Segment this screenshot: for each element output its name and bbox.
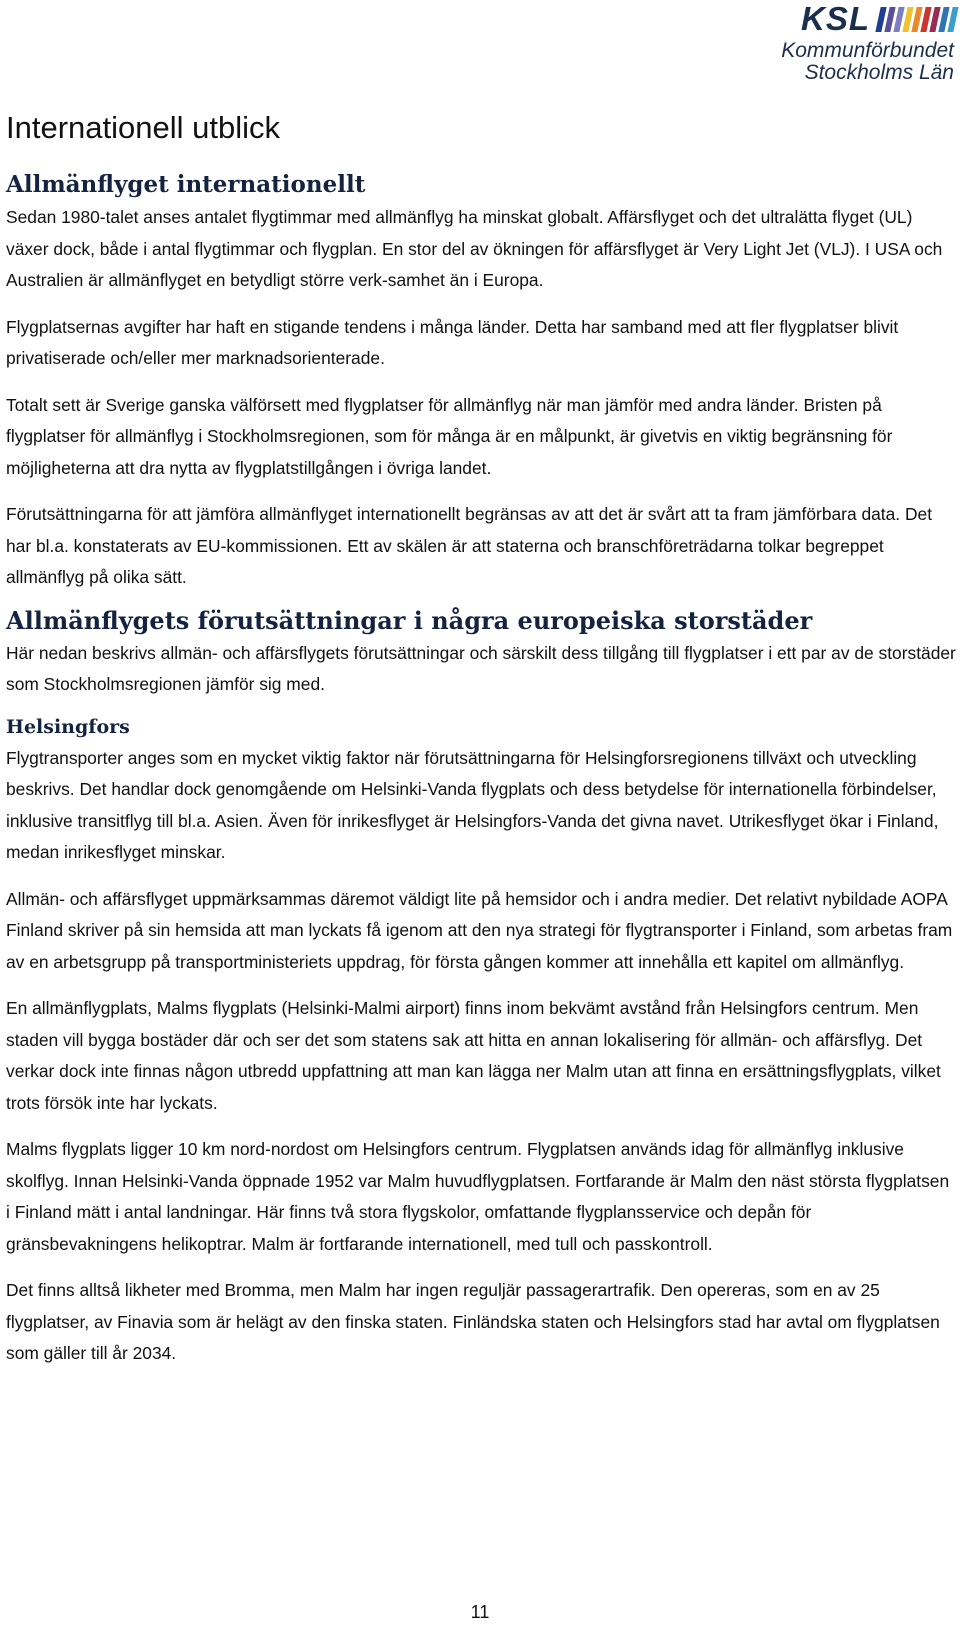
- logo-stripe: [947, 7, 958, 32]
- paragraph: Malms flygplats ligger 10 km nord-nordost om Helsingfors centrum. Flygplatsen används idag för allmänflyg inklusive skolflyg. Innan Helsinki-Vanda öppnade 1952 var Malm huvudflygplatsen. Fortfarande är Malm den näst största flygplatsen i Finland mätt i antal landningar. Här finns två stora flygskolor, omfattande flygplansservice och depån för gränsbevakningens helikoptrar. Malm är fortfarande internationell, med tull och passkontroll.: [6, 1139, 950, 1254]
- logo-line-1: Kommunförbundet: [781, 39, 954, 62]
- logo-subtitle: [756, 40, 956, 84]
- ksl-logo: [756, 0, 956, 90]
- page-title: Internationell utblick: [6, 110, 280, 145]
- paragraph: Allmän- och affärsflyget uppmärksammas däremot väldigt lite på hemsidor och i andra medier. Det relativt nybildade AOPA Finland skriver på sin hemsida att man lyckats få igenom att den nya strategi för flygtransporter i Finland, som arbetas fram av en arbetsgrupp på transportministeriets uppdrag, för första gången kommer att innehålla ett kapitel om allmänflyg.: [6, 888, 953, 972]
- document-body: [6, 168, 956, 1370]
- section-heading-helsingfors: Helsingfors: [6, 715, 130, 738]
- paragraph: Totalt sett är Sverige ganska välförsett med flygplatser för allmänflyg när man jämför med andra länder. Bristen på flygplatser för allmänflyg i Stockholmsregionen, som för många är en målpunkt, är givetvis en viktig begränsning för möjligheterna att dra nytta av flygplatstillgången i övriga landet.: [6, 394, 893, 478]
- paragraph: Flygplatsernas avgifter har haft en stigande tendens i många länder. Detta har samband med att fler flygplatser blivit privatiserade och/eller mer marknadsorienterade.: [6, 316, 899, 368]
- paragraph: Sedan 1980-talet anses antalet flygtimmar med allmänflyg ha minskat globalt. Affärsflyget och det ultralätta flyget (UL) växer dock, både i antal flygtimmar och flygplan. En stor del av ökningen för affärsflyget är Very Light Jet (VLJ). I USA och Australien är allmänflyget en betydligt större verk-samhet än i Europa.: [6, 207, 943, 290]
- logo-stripes-icon: [878, 6, 956, 32]
- paragraph: Det finns alltså likheter med Bromma, men Malm har ingen reguljär passagerartrafik. Den opereras, som en av 25 flygplatser, av Finavia som är helägt av den finska staten. Finländska staten och Helsingfors stad har avtal om flygplatsen som gäller till år 2034.: [6, 1280, 940, 1363]
- section-heading-europe: Allmänflygets förutsättningar i några europeiska storstäder: [6, 605, 813, 635]
- page-number: 11: [470, 1602, 490, 1622]
- paragraph: En allmänflygplats, Malms flygplats (Helsinki-Malmi airport) finns inom bekvämt avstånd från Helsingfors centrum. Men staden vill bygga bostäder där och ser det som statens sak att hitta en annan lokalisering för allmän- och affärsflyg. Det verkar dock inte finnas någon utbredd uppfattning att man kan lägga ner Malm utan att finna en ersättningsflygplats, vilket trots försök inte har lyckats.: [6, 998, 941, 1113]
- logo-abbreviation: KSL: [801, 0, 870, 37]
- paragraph: Här nedan beskrivs allmän- och affärsflygets förutsättningar och särskilt dess tillgång till flygplatser i ett par av de storstäder som Stockholmsregionen jämför sig med.: [6, 642, 956, 694]
- paragraph: Flygtransporter anges som en mycket viktig faktor när förutsättningarna för Helsingforsregionens tillväxt och utveckling beskrivs. Det handlar dock genomgående om Helsinki-Vanda flygplats och dess betydelse för internationella förbindelser, inklusive transitflyg till bl.a. Asien. Även för inrikesflyget är Helsingfors-Vanda det givna navet. Utrikesflyget ökar i Finland, medan inrikesflyget minskar.: [6, 747, 939, 862]
- section-heading-intl: Allmänflyget internationellt: [6, 171, 366, 198]
- logo-line-2: Stockholms Län: [804, 61, 954, 84]
- paragraph: Förutsättningarna för att jämföra allmänflyget internationellt begränsas av att det är svårt att ta fram jämförbara data. Det har bl.a. konstaterats av EU-kommissionen. Ett av skälen är att staterna och branschföreträdarna tolkar begreppet allmänflyg på olika sätt.: [6, 504, 933, 587]
